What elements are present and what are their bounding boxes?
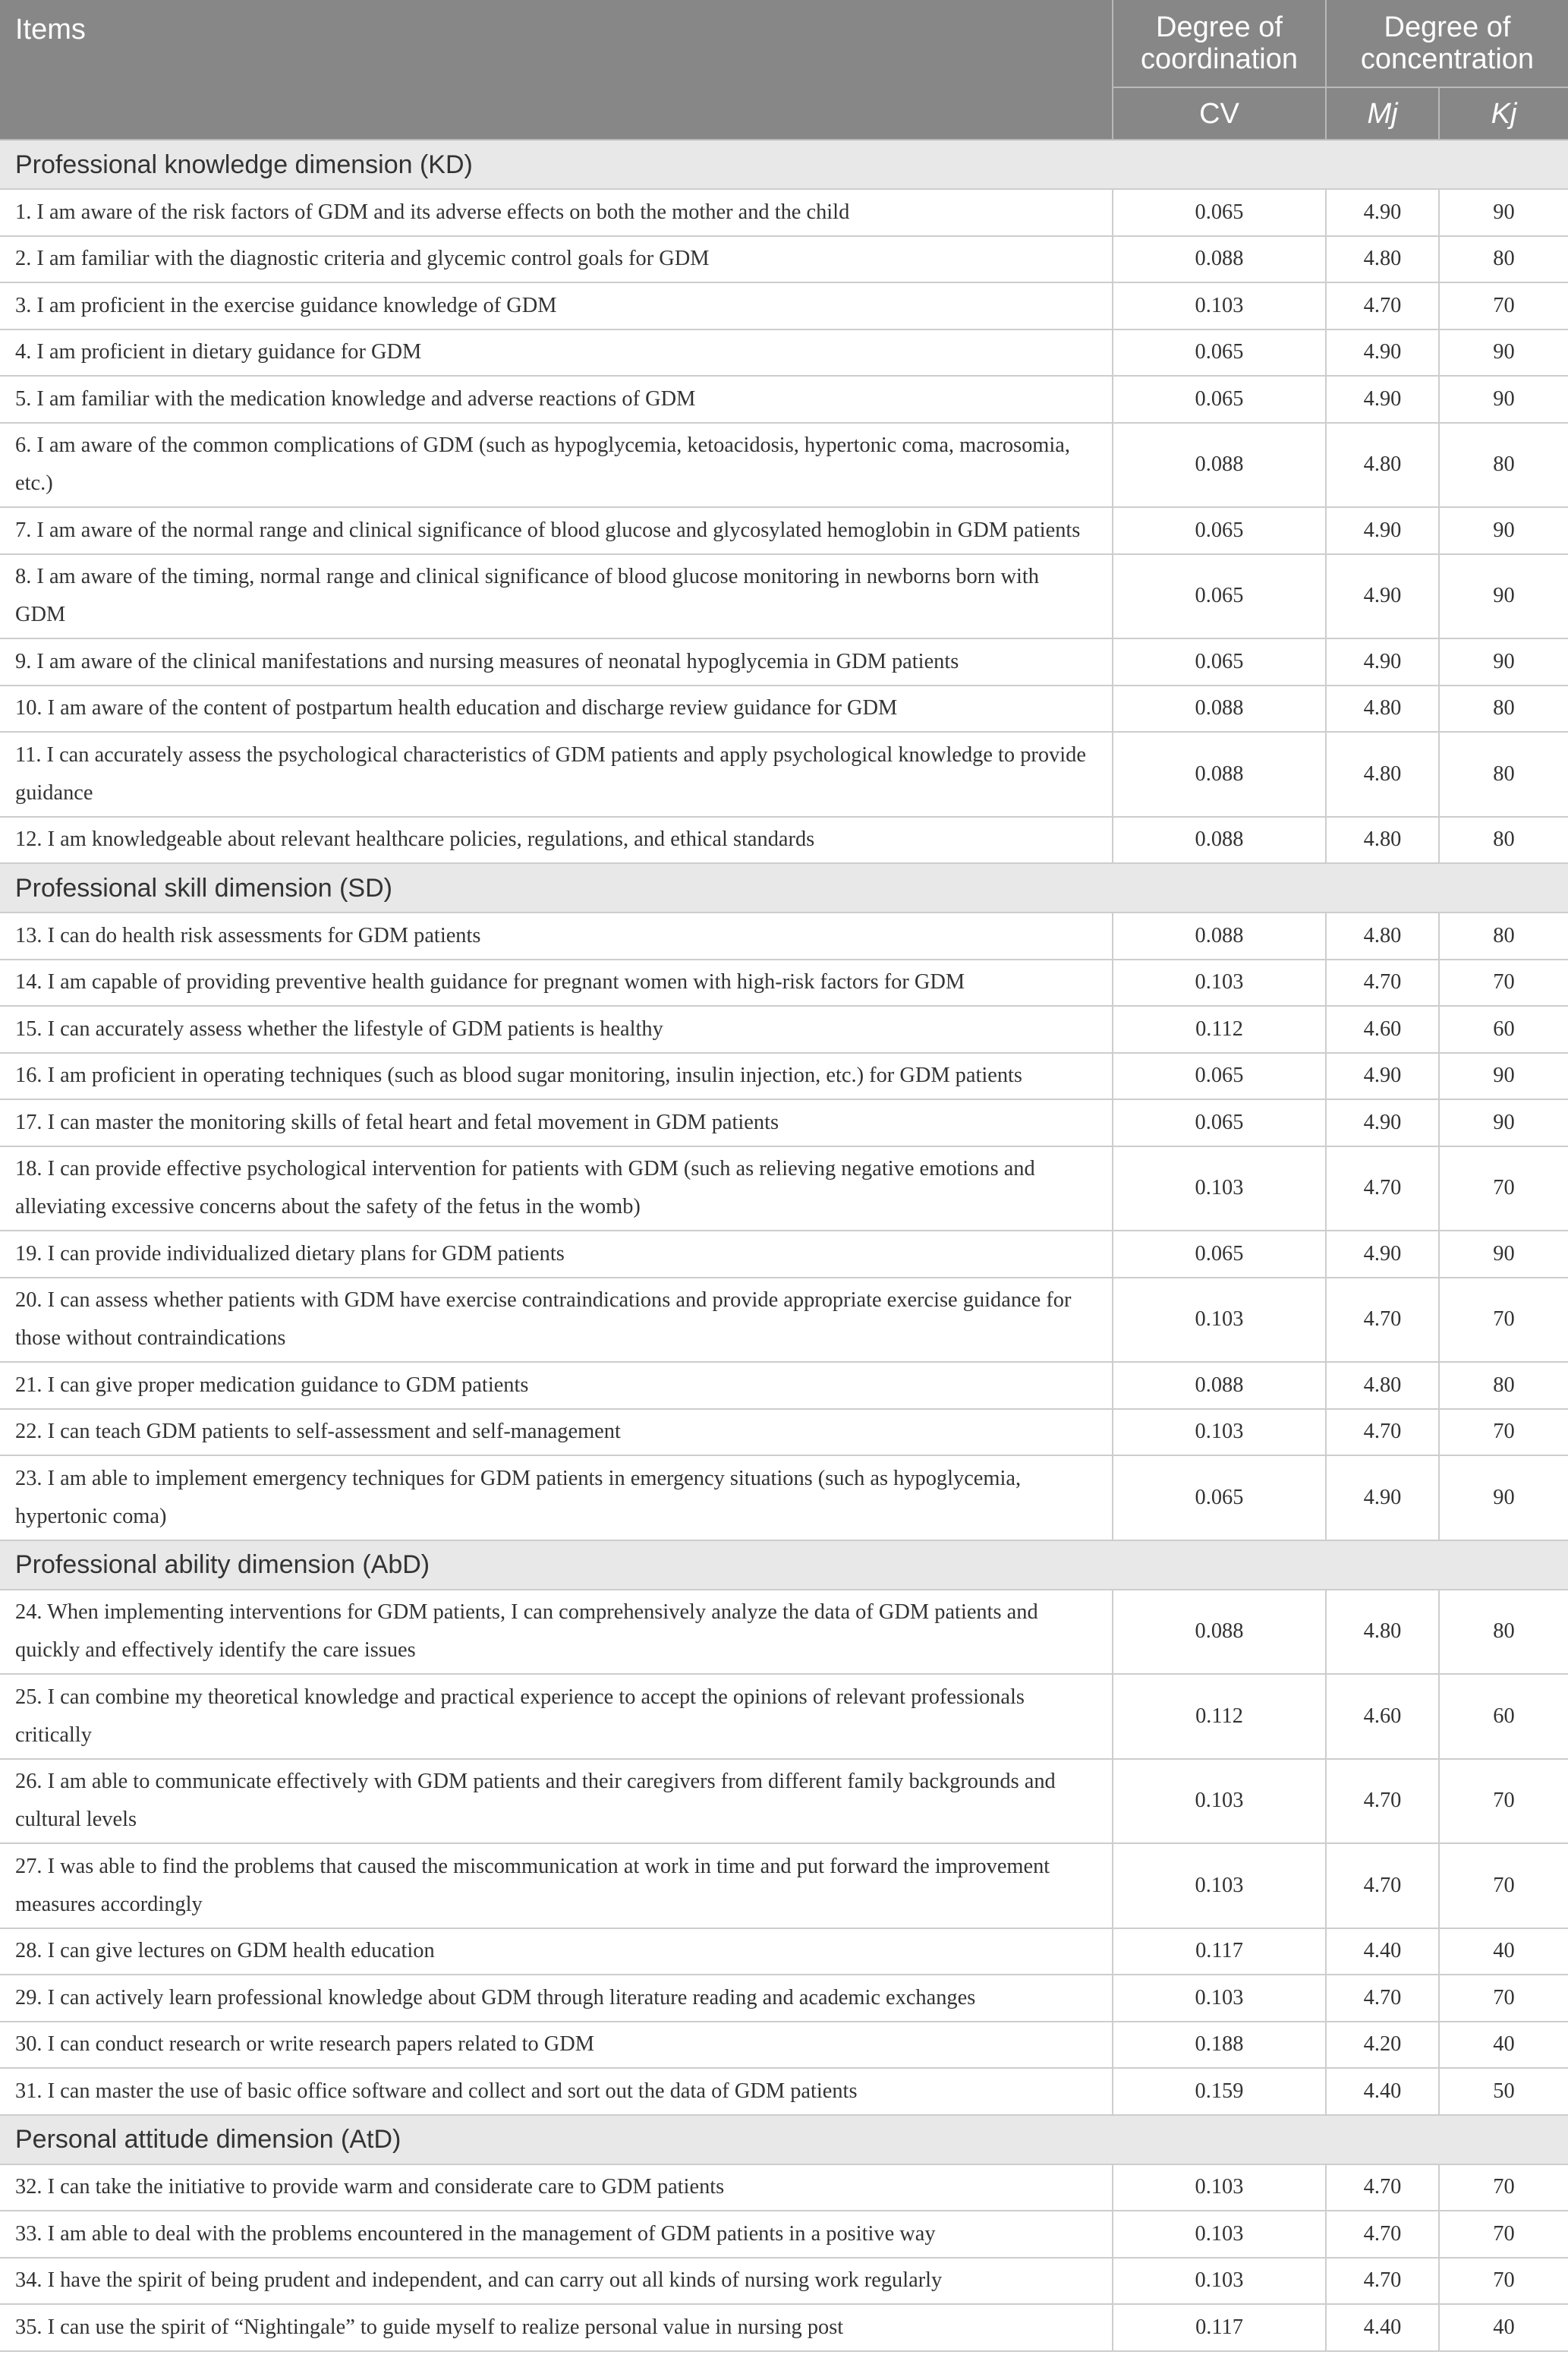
mj-value: 4.90 xyxy=(1326,1231,1439,1278)
cv-value: 0.103 xyxy=(1113,2258,1326,2305)
table-row xyxy=(0,1409,1568,1456)
item-text: 29. I can actively learn professional knowledge about GDM through literature reading and academic exchanges xyxy=(0,1975,1113,2022)
item-text: 14. I am capable of providing preventive health guidance for pregnant women with high-risk factors for GDM xyxy=(0,960,1113,1007)
concentration-group-header: Degree of concentration xyxy=(1326,0,1568,87)
mj-value: 4.70 xyxy=(1326,1409,1439,1456)
table-row xyxy=(0,1231,1568,1278)
item-text: 6. I am aware of the common complications of GDM (such as hypoglycemia, ketoacidosis, hypertonic coma, macrosomia, etc.) xyxy=(0,423,1113,508)
section-header-row xyxy=(0,1540,1568,1590)
cv-value: 0.065 xyxy=(1113,1231,1326,1278)
mj-value: 4.80 xyxy=(1326,1362,1439,1409)
table-row xyxy=(0,2258,1568,2305)
item-text: 23. I am able to implement emergency techniques for GDM patients in emergency situations (such as hypoglycemia, hypertonic coma) xyxy=(0,1455,1113,1540)
kj-value: 90 xyxy=(1439,1231,1568,1278)
kj-value: 70 xyxy=(1439,1975,1568,2022)
item-text: 34. I have the spirit of being prudent and independent, and can carry out all kinds of nursing work regularly xyxy=(0,2258,1113,2305)
table-row xyxy=(0,732,1568,817)
item-text: 8. I am aware of the timing, normal range and clinical significance of blood glucose monitoring in newborns born with GDM xyxy=(0,554,1113,639)
mj-value: 4.80 xyxy=(1326,817,1439,864)
mj-value: 4.80 xyxy=(1326,732,1439,817)
item-text: 5. I am familiar with the medication knowledge and adverse reactions of GDM xyxy=(0,376,1113,423)
mj-value: 4.70 xyxy=(1326,2164,1439,2211)
table-row xyxy=(0,2068,1568,2115)
table-row xyxy=(0,329,1568,377)
item-text: 9. I am aware of the clinical manifestations and nursing measures of neonatal hypoglycemia in GDM patients xyxy=(0,638,1113,686)
kj-value: 70 xyxy=(1439,1278,1568,1363)
kj-value: 70 xyxy=(1439,2164,1568,2211)
kj-value: 80 xyxy=(1439,236,1568,283)
table-row xyxy=(0,1843,1568,1928)
mj-value: 4.60 xyxy=(1326,1006,1439,1053)
cv-value: 0.117 xyxy=(1113,1928,1326,1975)
item-text: 4. I am proficient in dietary guidance for GDM xyxy=(0,329,1113,377)
cv-value: 0.103 xyxy=(1113,1278,1326,1363)
item-text: 18. I can provide effective psychological intervention for patients with GDM (such as relieving negative emotions and alleviating excessive concerns about the safety of the fetus in the womb) xyxy=(0,1146,1113,1231)
mj-value: 4.90 xyxy=(1326,507,1439,554)
item-text: 13. I can do health risk assessments for GDM patients xyxy=(0,913,1113,960)
section-header-row xyxy=(0,863,1568,913)
table-row xyxy=(0,1146,1568,1231)
item-text: 31. I can master the use of basic office software and collect and sort out the data of GDM patients xyxy=(0,2068,1113,2115)
table-row xyxy=(0,1590,1568,1675)
mj-value: 4.80 xyxy=(1326,1590,1439,1675)
mj-column-header: Mj xyxy=(1326,87,1439,140)
mj-value: 4.90 xyxy=(1326,1053,1439,1100)
table-row xyxy=(0,423,1568,508)
table-row xyxy=(0,1975,1568,2022)
items-column-header: Items xyxy=(0,0,1113,140)
item-text: 12. I am knowledgeable about relevant healthcare policies, regulations, and ethical standards xyxy=(0,817,1113,864)
kj-value: 40 xyxy=(1439,2022,1568,2069)
kj-value: 50 xyxy=(1439,2068,1568,2115)
table-header xyxy=(0,0,1568,140)
cv-value: 0.065 xyxy=(1113,329,1326,377)
table-row xyxy=(0,686,1568,733)
kj-value: 90 xyxy=(1439,1099,1568,1146)
kj-value: 70 xyxy=(1439,1759,1568,1844)
cv-value: 0.088 xyxy=(1113,686,1326,733)
cv-column-header: CV xyxy=(1113,87,1326,140)
item-text: 20. I can assess whether patients with GDM have exercise contraindications and provide appropriate exercise guidance for those without contraindications xyxy=(0,1278,1113,1363)
kj-value: 80 xyxy=(1439,1362,1568,1409)
table-row xyxy=(0,189,1568,236)
mj-value: 4.80 xyxy=(1326,913,1439,960)
kj-value: 80 xyxy=(1439,913,1568,960)
kj-value: 70 xyxy=(1439,282,1568,329)
kj-value: 70 xyxy=(1439,2211,1568,2258)
item-text: 11. I can accurately assess the psychological characteristics of GDM patients and apply psychological knowledge to provide guidance xyxy=(0,732,1113,817)
mj-value: 4.80 xyxy=(1326,686,1439,733)
kj-value: 90 xyxy=(1439,329,1568,377)
cv-value: 0.065 xyxy=(1113,638,1326,686)
coordination-group-header: Degree of coordination xyxy=(1113,0,1326,87)
cv-value: 0.103 xyxy=(1113,282,1326,329)
cv-value: 0.112 xyxy=(1113,1006,1326,1053)
cv-value: 0.088 xyxy=(1113,236,1326,283)
table-row xyxy=(0,2211,1568,2258)
cv-value: 0.103 xyxy=(1113,960,1326,1007)
table-row xyxy=(0,1455,1568,1540)
table-row xyxy=(0,1099,1568,1146)
item-text: 3. I am proficient in the exercise guidance knowledge of GDM xyxy=(0,282,1113,329)
kj-value: 80 xyxy=(1439,686,1568,733)
cv-value: 0.065 xyxy=(1113,1455,1326,1540)
item-text: 15. I can accurately assess whether the lifestyle of GDM patients is healthy xyxy=(0,1006,1113,1053)
mj-value: 4.70 xyxy=(1326,960,1439,1007)
mj-value: 4.90 xyxy=(1326,329,1439,377)
item-text: 35. I can use the spirit of “Nightingale” to guide myself to realize personal value in nursing post xyxy=(0,2304,1113,2351)
item-text: 26. I am able to communicate effectively with GDM patients and their caregivers from different family backgrounds and cultural levels xyxy=(0,1759,1113,1844)
mj-value: 4.90 xyxy=(1326,1099,1439,1146)
cv-value: 0.103 xyxy=(1113,2211,1326,2258)
mj-value: 4.70 xyxy=(1326,2258,1439,2305)
mj-value: 4.70 xyxy=(1326,2211,1439,2258)
item-text: 22. I can teach GDM patients to self-assessment and self-management xyxy=(0,1409,1113,1456)
kj-value: 90 xyxy=(1439,1455,1568,1540)
mj-value: 4.90 xyxy=(1326,1455,1439,1540)
table-row xyxy=(0,507,1568,554)
cv-value: 0.088 xyxy=(1113,423,1326,508)
cv-value: 0.159 xyxy=(1113,2068,1326,2115)
kj-value: 70 xyxy=(1439,1146,1568,1231)
mj-value: 4.70 xyxy=(1326,1843,1439,1928)
kj-value: 60 xyxy=(1439,1674,1568,1759)
kj-value: 80 xyxy=(1439,1590,1568,1675)
kj-value: 70 xyxy=(1439,1843,1568,1928)
kj-value: 70 xyxy=(1439,2258,1568,2305)
kj-value: 80 xyxy=(1439,732,1568,817)
table-row xyxy=(0,1278,1568,1363)
table-row xyxy=(0,2022,1568,2069)
mj-value: 4.20 xyxy=(1326,2022,1439,2069)
cv-value: 0.103 xyxy=(1113,1759,1326,1844)
item-text: 33. I am able to deal with the problems encountered in the management of GDM patients in a positive way xyxy=(0,2211,1113,2258)
item-text: 1. I am aware of the risk factors of GDM and its adverse effects on both the mother and the child xyxy=(0,189,1113,236)
cv-value: 0.117 xyxy=(1113,2304,1326,2351)
item-text: 2. I am familiar with the diagnostic criteria and glycemic control goals for GDM xyxy=(0,236,1113,283)
table-row xyxy=(0,960,1568,1007)
table-row xyxy=(0,1006,1568,1053)
mj-value: 4.90 xyxy=(1326,376,1439,423)
mj-value: 4.70 xyxy=(1326,1146,1439,1231)
mj-value: 4.90 xyxy=(1326,189,1439,236)
kj-value: 40 xyxy=(1439,2304,1568,2351)
item-text: 17. I can master the monitoring skills of fetal heart and fetal movement in GDM patients xyxy=(0,1099,1113,1146)
table-row xyxy=(0,817,1568,864)
mj-value: 4.80 xyxy=(1326,423,1439,508)
section-title: Professional skill dimension (SD) xyxy=(0,863,1568,913)
table-row xyxy=(0,638,1568,686)
kj-value: 90 xyxy=(1439,376,1568,423)
table-row xyxy=(0,913,1568,960)
item-text: 19. I can provide individualized dietary plans for GDM patients xyxy=(0,1231,1113,1278)
cv-value: 0.065 xyxy=(1113,507,1326,554)
cv-value: 0.065 xyxy=(1113,376,1326,423)
section-header-row xyxy=(0,140,1568,189)
mj-value: 4.70 xyxy=(1326,1975,1439,2022)
table-row xyxy=(0,2304,1568,2351)
mj-value: 4.90 xyxy=(1326,554,1439,639)
cv-value: 0.088 xyxy=(1113,913,1326,960)
table-row xyxy=(0,1674,1568,1759)
cv-value: 0.065 xyxy=(1113,189,1326,236)
kj-value: 80 xyxy=(1439,817,1568,864)
kj-value: 90 xyxy=(1439,507,1568,554)
mj-value: 4.70 xyxy=(1326,1759,1439,1844)
cv-value: 0.065 xyxy=(1113,1099,1326,1146)
item-text: 7. I am aware of the normal range and clinical significance of blood glucose and glycosylated hemoglobin in GDM patients xyxy=(0,507,1113,554)
table-row xyxy=(0,376,1568,423)
kj-value: 60 xyxy=(1439,1006,1568,1053)
mj-value: 4.70 xyxy=(1326,282,1439,329)
section-header-row xyxy=(0,2115,1568,2164)
kj-value: 90 xyxy=(1439,638,1568,686)
mj-value: 4.80 xyxy=(1326,236,1439,283)
cv-value: 0.103 xyxy=(1113,1975,1326,2022)
table-row xyxy=(0,1928,1568,1975)
section-title: Professional knowledge dimension (KD) xyxy=(0,140,1568,189)
kj-column-header: Kj xyxy=(1439,87,1568,140)
item-text: 28. I can give lectures on GDM health education xyxy=(0,1928,1113,1975)
table-row xyxy=(0,1362,1568,1409)
item-text: 32. I can take the initiative to provide warm and considerate care to GDM patients xyxy=(0,2164,1113,2211)
cv-value: 0.088 xyxy=(1113,1362,1326,1409)
kj-value: 80 xyxy=(1439,423,1568,508)
item-text: 27. I was able to find the problems that caused the miscommunication at work in time and put forward the improvement measures accordingly xyxy=(0,1843,1113,1928)
table-row xyxy=(0,554,1568,639)
kj-value: 70 xyxy=(1439,960,1568,1007)
kj-value: 90 xyxy=(1439,189,1568,236)
table-row xyxy=(0,2164,1568,2211)
item-text: 21. I can give proper medication guidance to GDM patients xyxy=(0,1362,1113,1409)
table-row xyxy=(0,1759,1568,1844)
mj-value: 4.40 xyxy=(1326,1928,1439,1975)
header-row-top xyxy=(0,0,1568,87)
section-title: Professional ability dimension (AbD) xyxy=(0,1540,1568,1590)
table-row xyxy=(0,236,1568,283)
cv-value: 0.103 xyxy=(1113,1146,1326,1231)
cv-value: 0.103 xyxy=(1113,2164,1326,2211)
cv-value: 0.088 xyxy=(1113,1590,1326,1675)
table-body xyxy=(0,140,1568,2351)
item-text: 10. I am aware of the content of postpartum health education and discharge review guidance for GDM xyxy=(0,686,1113,733)
cv-value: 0.188 xyxy=(1113,2022,1326,2069)
mj-value: 4.60 xyxy=(1326,1674,1439,1759)
cv-value: 0.065 xyxy=(1113,554,1326,639)
mj-value: 4.40 xyxy=(1326,2304,1439,2351)
cv-value: 0.088 xyxy=(1113,732,1326,817)
mj-value: 4.40 xyxy=(1326,2068,1439,2115)
item-text: 16. I am proficient in operating techniques (such as blood sugar monitoring, insulin injection, etc.) for GDM patients xyxy=(0,1053,1113,1100)
kj-value: 40 xyxy=(1439,1928,1568,1975)
item-text: 24. When implementing interventions for GDM patients, I can comprehensively analyze the data of GDM patients and quickly and effectively identify the care issues xyxy=(0,1590,1113,1675)
cv-value: 0.103 xyxy=(1113,1843,1326,1928)
section-title: Personal attitude dimension (AtD) xyxy=(0,2115,1568,2164)
mj-value: 4.90 xyxy=(1326,638,1439,686)
mj-value: 4.70 xyxy=(1326,1278,1439,1363)
kj-value: 70 xyxy=(1439,1409,1568,1456)
kj-value: 90 xyxy=(1439,554,1568,639)
cv-value: 0.103 xyxy=(1113,1409,1326,1456)
kj-value: 90 xyxy=(1439,1053,1568,1100)
table-row xyxy=(0,1053,1568,1100)
item-text: 30. I can conduct research or write research papers related to GDM xyxy=(0,2022,1113,2069)
item-text: 25. I can combine my theoretical knowledge and practical experience to accept the opinions of relevant professionals critically xyxy=(0,1674,1113,1759)
cv-value: 0.088 xyxy=(1113,817,1326,864)
cv-value: 0.065 xyxy=(1113,1053,1326,1100)
table-row xyxy=(0,282,1568,329)
cv-value: 0.112 xyxy=(1113,1674,1326,1759)
